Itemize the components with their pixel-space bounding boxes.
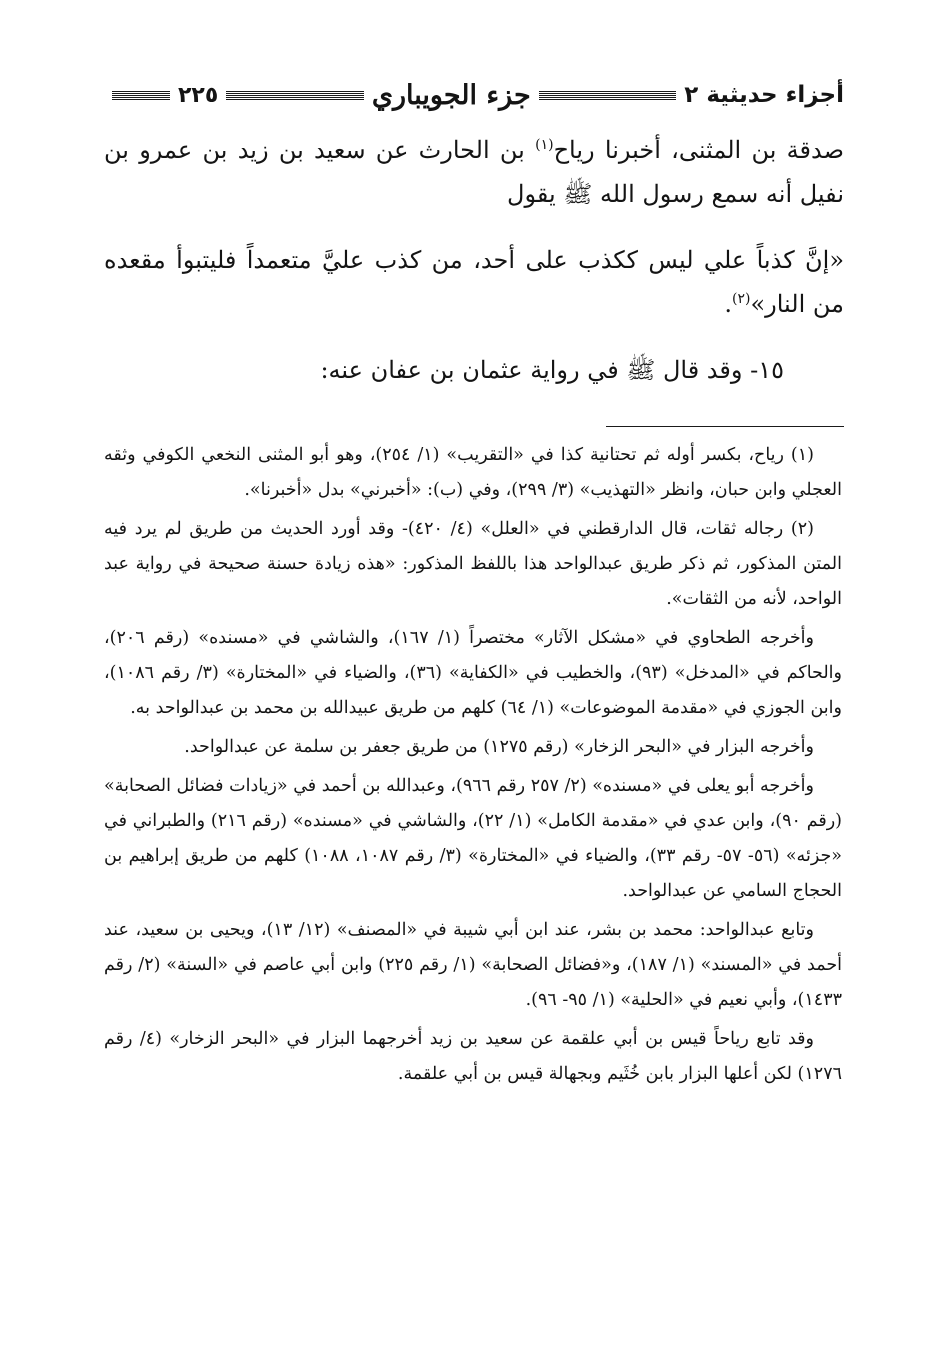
narration-text-cont: بن الحارث عن سعيد بن زيد بن عمرو بن نفيل أنه سمع رسول الله ﷺ يقول: [104, 136, 844, 208]
footnote-paragraph: وأخرجه البزار في «البحر الزخار» (رقم ١٢٧٥) من طريق جعفر بن سلمة عن عبدالواحد.: [184, 737, 814, 757]
footnote-separator: [606, 426, 844, 427]
footnote-ref-1: (١): [535, 137, 554, 153]
footnote-1: (١) رياح، بكسر أوله ثم تحتانية كذا في «التقريب» (١/ ٢٥٤)، وهو أبو المثنى النخعي الكوفي وثقه العجلي وابن حبان، وانظر «التهذيب» (٣/ ٢٩٩)، وفي (ب): «أخبرني» بدل «أخبرنا».: [104, 445, 842, 500]
book-title: أجزاء حديثية ٢: [684, 82, 844, 108]
footnote-ref-2: (٢): [731, 291, 751, 307]
footnote-paragraph: وأخرجه أبو يعلى في «مسنده» (٢/ ٢٥٧ رقم ٩٦٦)، وعبدالله بن أحمد في «زيادات فضائل الصحابة» (رقم ٩٠)، وابن عدي في «مقدمة الكامل» (١/ ٢٢)، والشاشي في «مسنده» (رقم ٢١٦) والطبراني في «جزئه» (٥٦- ٥٧- رقم ٣٣)، والضياء في «المختارة» (٣/ رقم ١٠٨٧، ١٠٨٨) كلهم من طريق إبراهيم بن الحجاج السامي عن عبدالواحد.: [104, 776, 842, 901]
hadith-text: «إنَّ كذباً علي ليس ككذب على أحد، من كذب عليَّ متعمداً فليتبوأ مقعده من النار»: [104, 246, 844, 318]
narration-paragraph: [104, 128, 844, 216]
narration-text: صدقة بن المثنى، أخبرنا رياح: [553, 136, 844, 164]
footnotes: [104, 438, 842, 1096]
footnote-paragraph: وقد تابع رياحاً قيس بن أبي علقمة عن سعيد بن زيد أخرجهما البزار في «البحر الزخار» (٤/ رقم ١٢٧٦) لكن أعلها البزار بابن خُثَيم وبجهالة قيس بن أبي علقمة.: [104, 1029, 842, 1084]
header-rule-left: [112, 91, 170, 100]
part-title: جزء الجويباري: [371, 79, 531, 111]
header-rule-middle: [226, 91, 364, 100]
footnote-2: (٢) رجاله ثقات، قال الدارقطني في «العلل» (٤/ ٤٢٠)- وقد أورد الحديث من طريق لم يرد فيه المتن المذكور، ثم ذكر طريق عبدالواحد هذا باللفظ المذكور: «هذه زيادة حسنة صحيحة في رواية عبد الواحد، لأنه من الثقات».: [104, 519, 842, 609]
header-rule-right: [539, 91, 677, 100]
footnote-paragraph: وتابع عبدالواحد: محمد بن بشر، عند ابن أبي شيبة في «المصنف» (١٢/ ١٣)، ويحيى بن سعيد، عند أحمد في «المسند» (١/ ١٨٧)، و«فضائل الصحابة» (١/ رقم ٢٢٥) وابن أبي عاصم في «السنة» (٢/ رقم ١٤٣٣)، وأبي نعيم في «الحلية» (١/ ٩٥- ٩٦).: [104, 920, 842, 1010]
footnote-paragraph: وأخرجه الطحاوي في «مشكل الآثار» مختصراً (١/ ١٦٧)، والشاشي في «مسنده» (رقم ٢٠٦)، والحاكم في «المدخل» (٩٣)، والخطيب في «الكفاية» (٣٦)، والضياء في «المختارة» (٣/ رقم ١٠٨٦)، وابن الجوزي في «مقدمة الموضوعات» (١/ ٦٤) كلهم من طريق عبيدالله بن محمد بن عبدالواحد به.: [104, 628, 842, 718]
hadith-end: .: [724, 290, 732, 318]
item-15: ١٥- وقد قال ﷺ في رواية عثمان بن عفان عنه:: [320, 356, 784, 384]
page-number: ٢٢٥: [177, 82, 219, 108]
hadith-paragraph: [104, 238, 844, 326]
running-header: [104, 78, 844, 112]
